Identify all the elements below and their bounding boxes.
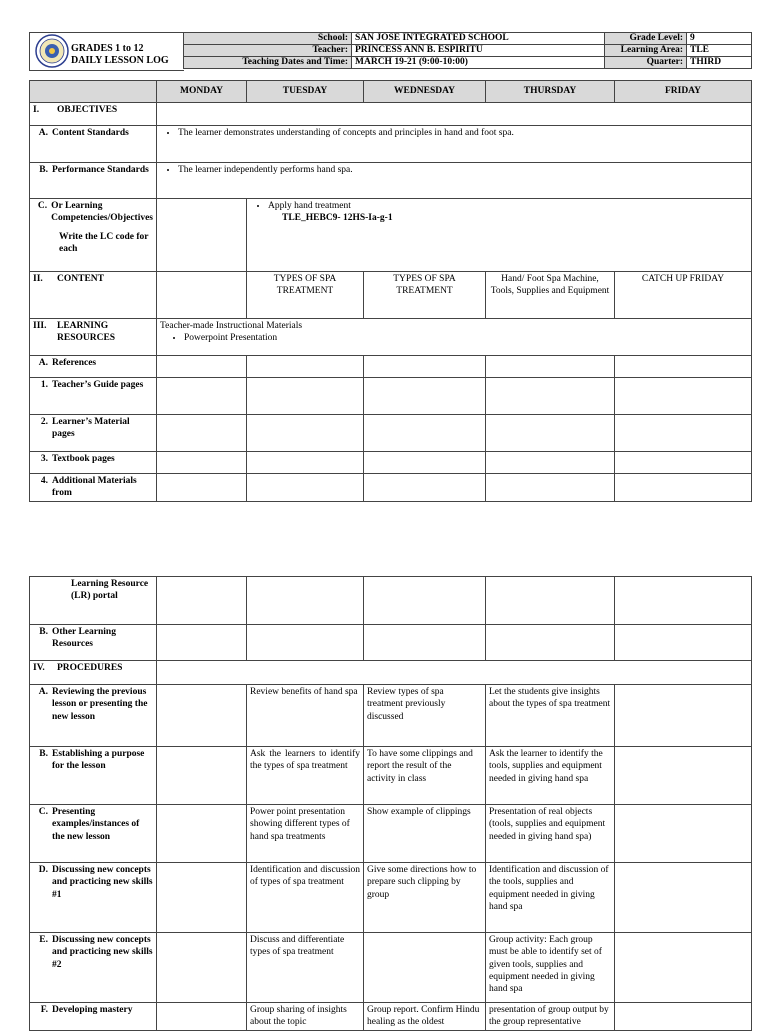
- content-thursday: Hand/ Foot Spa Machine, Tools, Supplies and Equipment: [486, 272, 615, 319]
- row-lr-portal: [30, 577, 157, 625]
- dates-value: MARCH 19-21 (9:00-10:00): [352, 57, 605, 69]
- objectives-label: OBJECTIVES: [57, 105, 118, 115]
- day-header-thursday: THURSDAY: [486, 81, 615, 103]
- content-standards-text: • The learner demonstrates understanding of concepts and principles in hand and foot spa.: [178, 127, 748, 139]
- reviewing-tuesday: Review benefits of hand spa: [247, 685, 364, 747]
- establishing-purpose-label: Establishing a purpose for the lesson: [52, 749, 145, 772]
- day-header-wednesday: WEDNESDAY: [364, 81, 486, 103]
- area-label: Learning Area:: [605, 45, 687, 57]
- discussing-2-label: Discussing new concepts and practicing new skills #2: [52, 935, 153, 970]
- day-header-tuesday: TUESDAY: [247, 81, 364, 103]
- presenting-examples-wednesday: Show example of clippings: [364, 805, 486, 863]
- developing-mastery-thursday: presentation of group output by the group representative: [486, 1003, 615, 1031]
- row-additional-materials: 4. Additional Materials from: [30, 474, 157, 502]
- discussing-1-tuesday: Identification and discussion of types of spa treatment: [247, 863, 364, 933]
- school-label: School:: [184, 33, 352, 45]
- lc-code: TLE_HEBC9- 12HS-Ia-g-1: [282, 213, 393, 224]
- row-discussing-2: E. Discussing new concepts and practicing new skills #2: [30, 933, 157, 1003]
- row-references: A. References: [30, 356, 157, 378]
- lesson-log-table-page1: [29, 80, 752, 502]
- lesson-log-table-page2: [29, 576, 752, 1031]
- header-info-table: [183, 32, 752, 69]
- area-value: TLE: [687, 45, 752, 57]
- grade-label: Grade Level:: [605, 33, 687, 45]
- lc-code-note: Write the LC code for each: [59, 231, 149, 255]
- procedures-label: PROCEDURES: [57, 663, 123, 673]
- day-header-friday: FRIDAY: [615, 81, 752, 103]
- grade-value: 9: [687, 33, 752, 45]
- references-label: References: [52, 358, 97, 368]
- learning-resources-bullet: • Powerpoint Presentation: [184, 332, 748, 344]
- discussing-1-wednesday: Give some directions how to prepare such clipping by group: [364, 863, 486, 933]
- content-tuesday: TYPES OF SPA TREATMENT: [247, 272, 364, 319]
- developing-mastery-label: Developing mastery: [52, 1005, 133, 1015]
- header-border-box: [29, 32, 184, 71]
- row-establishing-purpose: B. Establishing a purpose for the lesson: [30, 747, 157, 805]
- row-learning-resources: III. LEARNING RESOURCES: [30, 319, 157, 356]
- row-teachers-guide: 1. Teacher’s Guide pages: [30, 378, 157, 415]
- learning-competencies-label: Or Learning Competencies/Objectives: [51, 201, 154, 224]
- lr-portal-label: Learning Resource (LR) portal: [71, 579, 149, 602]
- row-discussing-1: D. Discussing new concepts and practicing new skills #1: [30, 863, 157, 933]
- content-wednesday: TYPES OF SPA TREATMENT: [364, 272, 486, 319]
- establishing-purpose-thursday: Ask the learner to identify the tools, supplies and equipment needed in giving hand spa: [486, 747, 615, 805]
- presenting-examples-label: Presenting examples/instances of the new lesson: [52, 807, 140, 842]
- teachers-guide-label: Teacher’s Guide pages: [52, 380, 144, 390]
- other-resources-label: Other Learning Resources: [52, 627, 116, 650]
- corner-cell: [30, 81, 157, 103]
- day-header-monday: MONDAY: [157, 81, 247, 103]
- additional-materials-label: Additional Materials from: [52, 476, 137, 499]
- row-performance-standards: B. Performance Standards: [30, 163, 157, 199]
- row-objectives: I. OBJECTIVES: [30, 103, 157, 126]
- row-reviewing: A. Reviewing the previous lesson or presenting the new lesson: [30, 685, 157, 747]
- developing-mastery-tuesday: Group sharing of insights about the topic: [247, 1003, 364, 1031]
- learning-competency-text: • Apply hand treatment: [268, 200, 748, 212]
- row-textbook-pages: 3. Textbook pages: [30, 452, 157, 474]
- content-friday: CATCH UP FRIDAY: [615, 272, 752, 319]
- learning-resources-label: LEARNING RESOURCES: [57, 321, 116, 344]
- developing-mastery-wednesday: Group report. Confirm Hindu healing as the oldest: [364, 1003, 486, 1031]
- content-label: CONTENT: [57, 274, 104, 284]
- discussing-2-tuesday: Discuss and differentiate types of spa treatment: [247, 933, 364, 1003]
- discussing-1-label: Discussing new concepts and practicing new skills #1: [52, 865, 153, 900]
- row-presenting-examples: C. Presenting examples/instances of the new lesson: [30, 805, 157, 863]
- form-title-line2: DAILY LESSON LOG: [71, 55, 169, 66]
- reviewing-thursday: Let the students give insights about the types of spa treatment: [486, 685, 615, 747]
- discussing-1-thursday: Identification and discussion of the tools, supplies and equipment needed in giving hand spa: [486, 863, 615, 933]
- row-procedures: IV. PROCEDURES: [30, 661, 157, 685]
- performance-standards-text: • The learner independently performs hand spa.: [178, 164, 748, 176]
- form-title-line1: GRADES 1 to 12: [71, 43, 144, 54]
- presenting-examples-tuesday: Power point presentation showing different types of hand spa treatments: [247, 805, 364, 863]
- quarter-label: Quarter:: [605, 57, 687, 69]
- learning-resources-text: Teacher-made Instructional Materials: [160, 321, 303, 331]
- row-learners-material: 2. Learner’s Material pages: [30, 415, 157, 452]
- teacher-label: Teacher:: [184, 45, 352, 57]
- row-other-resources: B. Other Learning Resources: [30, 625, 157, 661]
- row-developing-mastery: F. Developing mastery: [30, 1003, 157, 1031]
- establishing-purpose-wednesday: To have some clippings and report the result of the activity in class: [364, 747, 486, 805]
- performance-standards-label: Performance Standards: [52, 165, 149, 175]
- row-learning-competencies: C. Or Learning Competencies/Objectives Write the LC code for each: [30, 199, 157, 272]
- teacher-value: PRINCESS ANN B. ESPIRITU: [352, 45, 605, 57]
- quarter-value: THIRD: [687, 57, 752, 69]
- textbook-pages-label: Textbook pages: [52, 454, 115, 464]
- establishing-purpose-tuesday: Ask the learners to identify the types of spa treatment: [247, 747, 364, 805]
- presenting-examples-thursday: Presentation of real objects (tools, supplies and equipment needed in giving hand spa): [486, 805, 615, 863]
- reviewing-wednesday: Review types of spa treatment previously discussed: [364, 685, 486, 747]
- learners-material-label: Learner’s Material pages: [52, 417, 130, 440]
- dates-label: Teaching Dates and Time:: [184, 57, 352, 69]
- discussing-2-thursday: Group activity: Each group must be able to identify set of given tools, supplies and equipment needed in giving hand spa: [486, 933, 615, 1003]
- content-standards-label: Content Standards: [52, 128, 129, 138]
- row-content: II. CONTENT: [30, 272, 157, 319]
- reviewing-label: Reviewing the previous lesson or presenting the new lesson: [52, 687, 148, 722]
- school-value: SAN JOSE INTEGRATED SCHOOL: [352, 33, 605, 45]
- row-content-standards: A. Content Standards: [30, 126, 157, 163]
